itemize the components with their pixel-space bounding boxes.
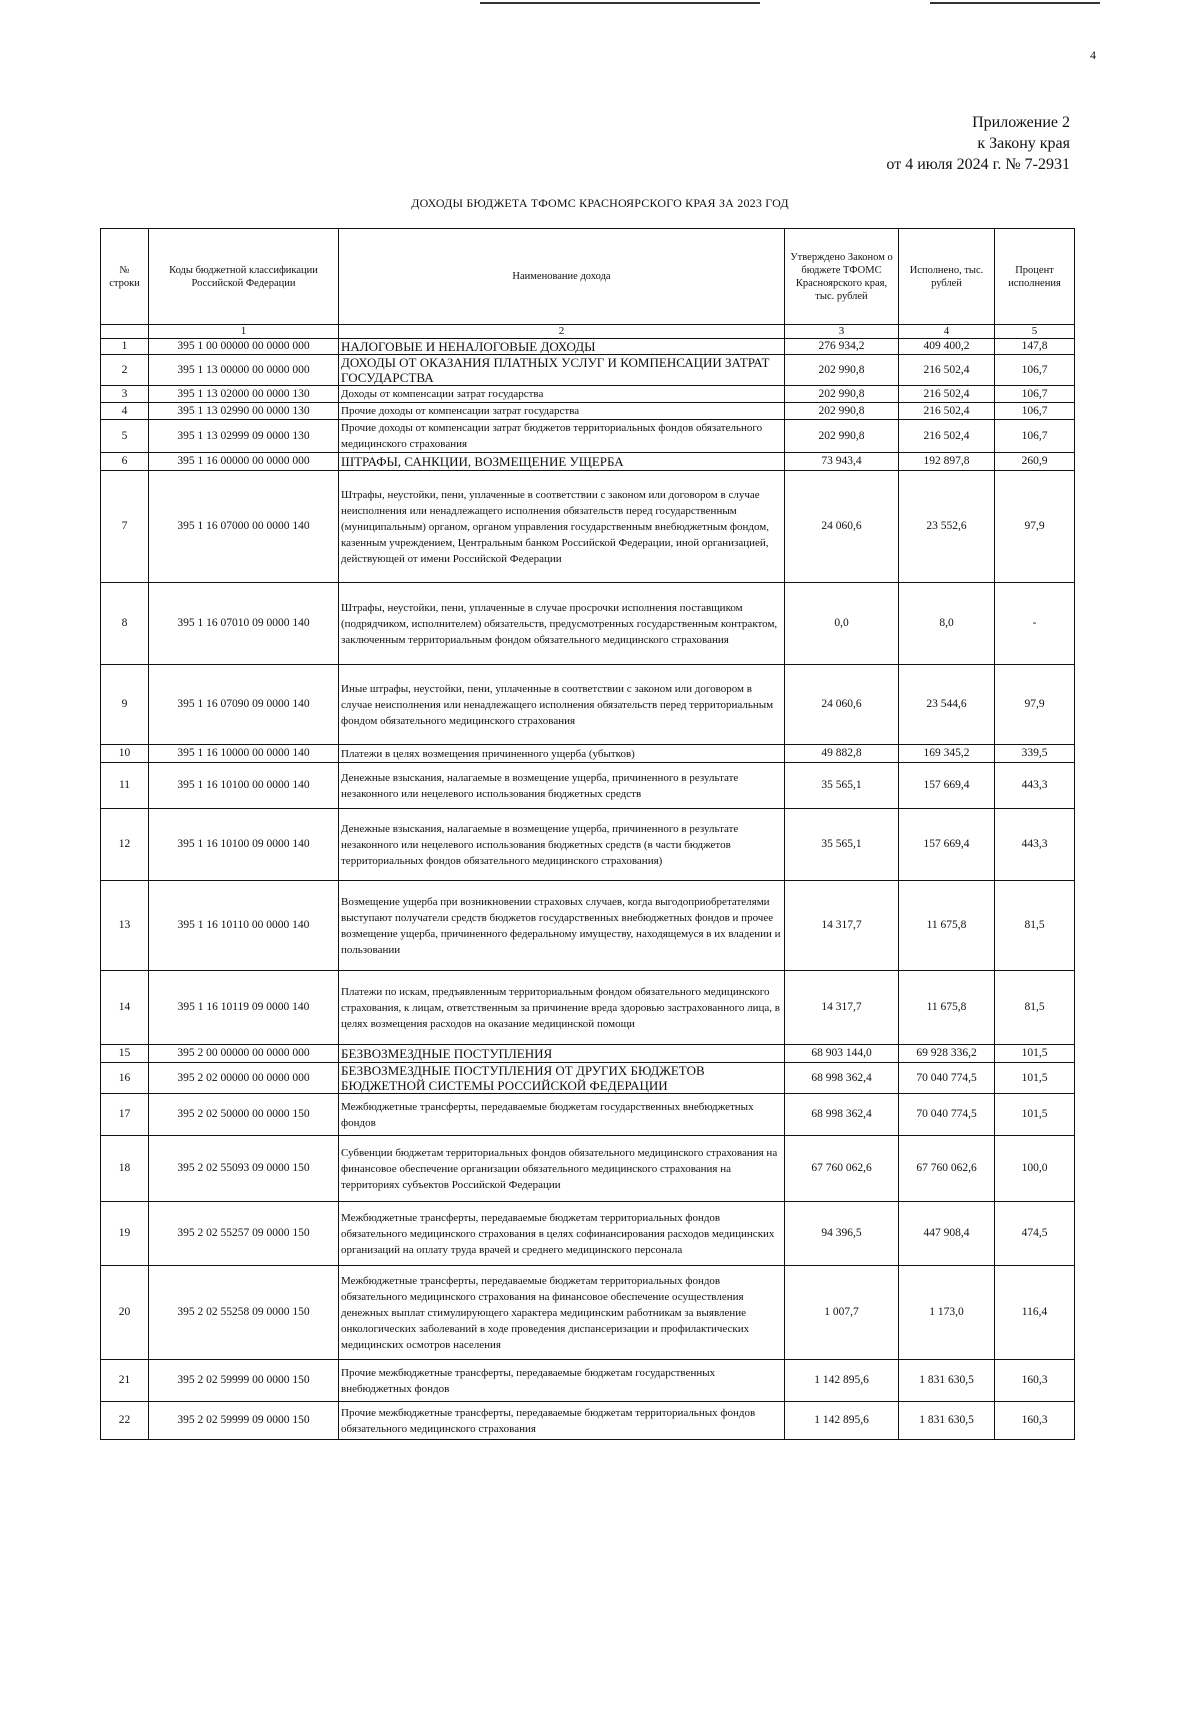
approved-amount: 67 760 062,6 [785,1136,899,1202]
budget-code: 395 2 02 55258 09 0000 150 [149,1266,339,1360]
execution-percent: 81,5 [995,971,1075,1045]
row-number: 12 [101,809,149,881]
executed-amount: 216 502,4 [899,355,995,386]
executed-amount: 23 544,6 [899,665,995,745]
table-row [101,1045,1075,1063]
column-number: 2 [339,325,785,339]
table-row [101,355,1075,386]
approved-amount: 73 943,4 [785,453,899,471]
header-budget-code: Коды бюджетной классификации Российской Федерации [149,229,339,325]
table-row [101,1402,1075,1440]
column-number-row [101,325,1075,339]
executed-amount: 169 345,2 [899,745,995,763]
row-number: 6 [101,453,149,471]
header-income-name: Наименование дохода [339,229,785,325]
approved-amount: 1 007,7 [785,1266,899,1360]
table-row [101,1266,1075,1360]
approved-amount: 35 565,1 [785,809,899,881]
execution-percent: 97,9 [995,471,1075,583]
execution-percent: 116,4 [995,1266,1075,1360]
row-number: 20 [101,1266,149,1360]
row-number: 7 [101,471,149,583]
execution-percent: 106,7 [995,386,1075,403]
row-number: 14 [101,971,149,1045]
executed-amount: 1 831 630,5 [899,1402,995,1440]
executed-amount: 192 897,8 [899,453,995,471]
scan-edge-mark [480,2,760,4]
executed-amount: 157 669,4 [899,809,995,881]
column-number-blank [101,325,149,339]
approved-amount: 24 060,6 [785,471,899,583]
approved-amount: 1 142 895,6 [785,1402,899,1440]
budget-code: 395 2 02 59999 00 0000 150 [149,1360,339,1402]
budget-code: 395 1 16 00000 00 0000 000 [149,453,339,471]
row-number: 18 [101,1136,149,1202]
table-row [101,1360,1075,1402]
header-executed: Исполнено, тыс. рублей [899,229,995,325]
budget-code: 395 2 02 50000 00 0000 150 [149,1094,339,1136]
execution-percent: 100,0 [995,1136,1075,1202]
income-name: Межбюджетные трансферты, передаваемые бюджетам территориальных фондов обязательного медицинского страхования в целях софинансирования расходов медицинских организаций на оплату труда врачей и среднего медицинского персонала [339,1202,785,1266]
table-row [101,471,1075,583]
column-number: 1 [149,325,339,339]
executed-amount: 8,0 [899,583,995,665]
approved-amount: 94 396,5 [785,1202,899,1266]
row-number: 13 [101,881,149,971]
income-name: Платежи в целях возмещения причиненного ущерба (убытков) [339,745,785,763]
executed-amount: 216 502,4 [899,420,995,453]
execution-percent: 106,7 [995,355,1075,386]
execution-percent: 160,3 [995,1402,1075,1440]
income-name: Денежные взыскания, налагаемые в возмещение ущерба, причиненного в результате незаконного или нецелевого использования бюджетных средств [339,763,785,809]
table-row [101,583,1075,665]
execution-percent: 106,7 [995,420,1075,453]
row-number: 8 [101,583,149,665]
budget-code: 395 2 02 55093 09 0000 150 [149,1136,339,1202]
income-name: Межбюджетные трансферты, передаваемые бюджетам государственных внебюджетных фондов [339,1094,785,1136]
approved-amount: 68 998 362,4 [785,1063,899,1094]
table-row [101,1202,1075,1266]
execution-percent: 260,9 [995,453,1075,471]
approved-amount: 68 998 362,4 [785,1094,899,1136]
executed-amount: 447 908,4 [899,1202,995,1266]
executed-amount: 11 675,8 [899,881,995,971]
row-number: 1 [101,339,149,355]
budget-code: 395 1 16 07010 09 0000 140 [149,583,339,665]
executed-amount: 69 928 336,2 [899,1045,995,1063]
approved-amount: 276 934,2 [785,339,899,355]
executed-amount: 11 675,8 [899,971,995,1045]
budget-code: 395 2 00 00000 00 0000 000 [149,1045,339,1063]
column-number: 3 [785,325,899,339]
table-row [101,1136,1075,1202]
income-name: Прочие межбюджетные трансферты, передаваемые бюджетам государственных внебюджетных фондов [339,1360,785,1402]
budget-code: 395 1 16 10000 00 0000 140 [149,745,339,763]
row-number: 17 [101,1094,149,1136]
execution-percent: - [995,583,1075,665]
budget-code: 395 1 16 07090 09 0000 140 [149,665,339,745]
row-number: 11 [101,763,149,809]
document-title: ДОХОДЫ БЮДЖЕТА ТФОМС КРАСНОЯРСКОГО КРАЯ ЗА 2023 ГОД [411,196,789,210]
executed-amount: 1 173,0 [899,1266,995,1360]
approved-amount: 202 990,8 [785,420,899,453]
budget-code: 395 2 02 59999 09 0000 150 [149,1402,339,1440]
execution-percent: 101,5 [995,1045,1075,1063]
income-name: Прочие межбюджетные трансферты, передаваемые бюджетам территориальных фондов обязательного медицинского страхования [339,1402,785,1440]
income-name: ДОХОДЫ ОТ ОКАЗАНИЯ ПЛАТНЫХ УСЛУГ И КОМПЕНСАЦИИ ЗАТРАТ ГОСУДАРСТВА [339,355,785,386]
header-approved: Утверждено Законом о бюджете ТФОМС Красноярского края, тыс. рублей [785,229,899,325]
column-number: 4 [899,325,995,339]
approved-amount: 14 317,7 [785,881,899,971]
income-name: Платежи по искам, предъявленным территориальным фондом обязательного медицинского страхования, к лицам, ответственным за причинение вреда здоровью застрахованного лица, в целях возмещения расходов на оказание медицинской помощи [339,971,785,1045]
row-number: 15 [101,1045,149,1063]
executed-amount: 1 831 630,5 [899,1360,995,1402]
table-row [101,403,1075,420]
execution-percent: 160,3 [995,1360,1075,1402]
appendix-date-number: от 4 июля 2024 г. № 7-2931 [886,156,1070,173]
execution-percent: 443,3 [995,809,1075,881]
income-name: Субвенции бюджетам территориальных фондов обязательного медицинского страхования на финансовое обеспечение организации обязательного медицинского страхования на территориях субъектов Российской Федерации [339,1136,785,1202]
header-percent: Процент исполнения [995,229,1075,325]
execution-percent: 101,5 [995,1094,1075,1136]
column-number: 5 [995,325,1075,339]
table-row [101,1094,1075,1136]
appendix-reference [886,112,1070,175]
execution-percent: 147,8 [995,339,1075,355]
income-name: БЕЗВОЗМЕЗДНЫЕ ПОСТУПЛЕНИЯ ОТ ДРУГИХ БЮДЖЕТОВ БЮДЖЕТНОЙ СИСТЕМЫ РОССИЙСКОЙ ФЕДЕРАЦИИ [339,1063,785,1094]
execution-percent: 106,7 [995,403,1075,420]
income-table-body [101,339,1075,1440]
table-row [101,339,1075,355]
executed-amount: 23 552,6 [899,471,995,583]
income-name: Доходы от компенсации затрат государства [339,386,785,403]
income-name: Прочие доходы от компенсации затрат бюджетов территориальных фондов обязательного медицинского страхования [339,420,785,453]
income-table [100,228,1075,1440]
page-number: 4 [1090,48,1096,62]
income-name: Денежные взыскания, налагаемые в возмещение ущерба, причиненного в результате незаконного или нецелевого использования бюджетных средств (в части бюджетов территориальных фондов обязательного медицинского страхования) [339,809,785,881]
income-name: ШТРАФЫ, САНКЦИИ, ВОЗМЕЩЕНИЕ УЩЕРБА [339,453,785,471]
row-number: 19 [101,1202,149,1266]
execution-percent: 339,5 [995,745,1075,763]
table-row [101,420,1075,453]
execution-percent: 101,5 [995,1063,1075,1094]
appendix-line: к Закону края [977,135,1070,152]
executed-amount: 70 040 774,5 [899,1063,995,1094]
executed-amount: 70 040 774,5 [899,1094,995,1136]
appendix-line: Приложение 2 [972,114,1070,131]
executed-amount: 216 502,4 [899,403,995,420]
approved-amount: 68 903 144,0 [785,1045,899,1063]
execution-percent: 443,3 [995,763,1075,809]
scan-edge-mark [930,2,1100,4]
budget-code: 395 1 16 10100 09 0000 140 [149,809,339,881]
row-number: 2 [101,355,149,386]
table-header-row [101,229,1075,325]
budget-code: 395 1 00 00000 00 0000 000 [149,339,339,355]
execution-percent: 81,5 [995,881,1075,971]
budget-code: 395 2 02 00000 00 0000 000 [149,1063,339,1094]
budget-code: 395 1 13 02999 09 0000 130 [149,420,339,453]
approved-amount: 24 060,6 [785,665,899,745]
budget-code: 395 1 13 02990 00 0000 130 [149,403,339,420]
budget-code: 395 1 16 10110 00 0000 140 [149,881,339,971]
row-number: 3 [101,386,149,403]
income-name: Возмещение ущерба при возникновении страховых случаев, когда выгодоприобретателями выступают получатели средств бюджетов государственных внебюджетных фондов и прочее возмещение ущерба, причиненного федеральному имуществу, находящемуся в их владении и пользовании [339,881,785,971]
budget-code: 395 1 16 10119 09 0000 140 [149,971,339,1045]
table-row [101,1063,1075,1094]
row-number: 22 [101,1402,149,1440]
income-name: БЕЗВОЗМЕЗДНЫЕ ПОСТУПЛЕНИЯ [339,1045,785,1063]
executed-amount: 409 400,2 [899,339,995,355]
execution-percent: 474,5 [995,1202,1075,1266]
table-row [101,971,1075,1045]
income-name: НАЛОГОВЫЕ И НЕНАЛОГОВЫЕ ДОХОДЫ [339,339,785,355]
approved-amount: 202 990,8 [785,355,899,386]
row-number: 21 [101,1360,149,1402]
budget-code: 395 1 16 07000 00 0000 140 [149,471,339,583]
approved-amount: 0,0 [785,583,899,665]
table-row [101,453,1075,471]
table-row [101,809,1075,881]
table-row [101,386,1075,403]
executed-amount: 216 502,4 [899,386,995,403]
execution-percent: 97,9 [995,665,1075,745]
table-row [101,881,1075,971]
row-number: 5 [101,420,149,453]
approved-amount: 14 317,7 [785,971,899,1045]
approved-amount: 202 990,8 [785,403,899,420]
header-row-number: № строки [101,229,149,325]
income-name: Межбюджетные трансферты, передаваемые бюджетам территориальных фондов обязательного медицинского страхования на финансовое обеспечение осуществления денежных выплат стимулирующего характера медицинским работникам за выявление онкологических заболеваний в ходе проведения диспансеризации и профилактических медицинских осмотров населения [339,1266,785,1360]
income-name: Штрафы, неустойки, пени, уплаченные в случае просрочки исполнения поставщиком (подрядчиком, исполнителем) обязательств, предусмотренных государственным контрактом, заключенным территориальным фондом обязательного медицинского страхования [339,583,785,665]
approved-amount: 49 882,8 [785,745,899,763]
approved-amount: 1 142 895,6 [785,1360,899,1402]
budget-code: 395 1 13 02000 00 0000 130 [149,386,339,403]
income-name: Иные штрафы, неустойки, пени, уплаченные в соответствии с законом или договором в случае неисполнения или ненадлежащего исполнения обязательств перед территориальным фондом обязательного медицинского страхования [339,665,785,745]
row-number: 9 [101,665,149,745]
table-row [101,665,1075,745]
row-number: 16 [101,1063,149,1094]
executed-amount: 157 669,4 [899,763,995,809]
table-row [101,745,1075,763]
budget-code: 395 1 13 00000 00 0000 000 [149,355,339,386]
approved-amount: 202 990,8 [785,386,899,403]
income-name: Штрафы, неустойки, пени, уплаченные в соответствии с законом или договором в случае неисполнения или ненадлежащего исполнения обязательств перед государственным (муниципальным) органом, органом управления государственным внебюджетным фондом, казенным учреждением, Центральным банком Российской Федерации, иной организацией, действующей от имени Российской Федерации [339,471,785,583]
budget-code: 395 2 02 55257 09 0000 150 [149,1202,339,1266]
approved-amount: 35 565,1 [785,763,899,809]
budget-code: 395 1 16 10100 00 0000 140 [149,763,339,809]
row-number: 4 [101,403,149,420]
row-number: 10 [101,745,149,763]
income-name: Прочие доходы от компенсации затрат государства [339,403,785,420]
executed-amount: 67 760 062,6 [899,1136,995,1202]
table-row [101,763,1075,809]
